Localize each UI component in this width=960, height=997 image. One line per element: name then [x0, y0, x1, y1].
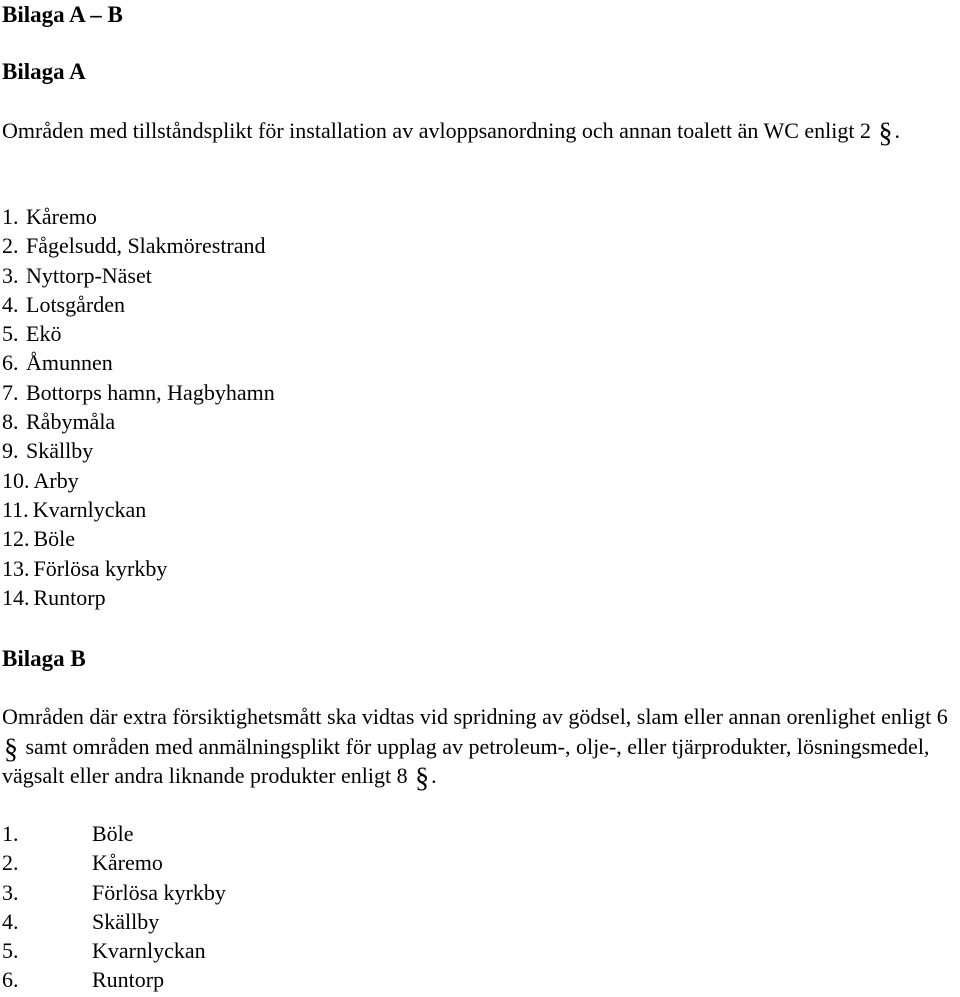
list-item	[2, 290, 275, 319]
item-number: 14.	[2, 584, 30, 610]
list-item	[2, 495, 275, 524]
item-number: 12.	[2, 526, 30, 552]
item-name: Bottorps hamn, Hagbyhamn	[26, 379, 275, 405]
list-item	[2, 319, 275, 348]
bilaga-a-intro-text: Områden med tillståndsplikt för installation av avloppsanordning och annan toalett än WC enligt 2	[2, 118, 872, 143]
list-item	[2, 202, 275, 231]
list-item	[2, 436, 275, 465]
item-name: Lotsgården	[26, 291, 125, 317]
item-name: Förlösa kyrkby	[92, 879, 226, 905]
item-name: Nyttorp-Näset	[26, 262, 152, 288]
bilaga-a-intro-end: .	[894, 118, 901, 143]
item-number: 5.	[2, 321, 19, 347]
item-name: Åmunnen	[26, 350, 113, 376]
item-number: 6.	[2, 350, 19, 376]
bilaga-a-intro	[2, 116, 958, 149]
item-name: Runtorp	[33, 584, 106, 610]
list-item	[2, 524, 275, 553]
item-number: 5.	[2, 938, 19, 964]
item-name: Skällby	[26, 438, 94, 464]
item-name: Kvarnlyckan	[92, 938, 206, 964]
list-item	[2, 965, 226, 994]
list-item	[2, 819, 226, 848]
bilaga-a-list	[2, 202, 275, 612]
item-number: 7.	[2, 379, 19, 405]
document-title: Bilaga A – B	[2, 2, 123, 27]
bilaga-a-heading: Bilaga A	[2, 59, 86, 84]
item-number: 2.	[2, 233, 19, 259]
item-number: 4.	[2, 908, 19, 934]
bilaga-b-intro	[2, 702, 958, 794]
item-number: 10.	[2, 467, 30, 493]
list-item	[2, 466, 275, 495]
item-number: 1.	[2, 821, 19, 846]
list-item	[2, 907, 226, 936]
list-item	[2, 936, 226, 965]
item-name: Fågelsudd, Slakmörestrand	[26, 233, 266, 259]
bilaga-b-heading: Bilaga B	[2, 646, 86, 671]
list-item	[2, 231, 275, 260]
section-sign: §	[4, 733, 18, 765]
list-item	[2, 348, 275, 377]
list-item	[2, 583, 275, 612]
section-sign: §	[415, 763, 430, 794]
item-name: Runtorp	[92, 967, 165, 993]
item-number: 8.	[2, 409, 19, 435]
item-name: Kåremo	[26, 204, 97, 229]
bilaga-b-intro-text-1: Områden där extra försiktighetsmått ska vidtas vid spridning av gödsel, slam eller annan orenlighet enligt 6	[2, 704, 948, 729]
item-number: 13.	[2, 555, 30, 581]
section-sign: §	[878, 118, 893, 149]
item-number: 11.	[2, 496, 29, 522]
item-number: 4.	[2, 291, 19, 317]
bilaga-b-intro-end: .	[431, 763, 437, 788]
item-name: Böle	[33, 526, 76, 552]
item-number: 3.	[2, 262, 19, 288]
item-number: 1.	[2, 204, 19, 229]
list-item	[2, 848, 226, 877]
item-name: Kåremo	[92, 850, 163, 876]
item-number: 3.	[2, 879, 19, 905]
list-item	[2, 378, 275, 407]
item-name: Förlösa kyrkby	[33, 555, 168, 581]
item-number: 9.	[2, 438, 19, 464]
item-number: 6.	[2, 967, 19, 993]
list-item	[2, 261, 275, 290]
item-name: Skällby	[92, 908, 160, 934]
list-item	[2, 878, 226, 907]
item-number: 2.	[2, 850, 19, 876]
list-item	[2, 407, 275, 436]
item-name: Ekö	[26, 321, 62, 347]
list-item	[2, 554, 275, 583]
item-name: Arby	[33, 467, 79, 493]
bilaga-b-list	[2, 819, 226, 995]
item-name: Böle	[92, 821, 134, 846]
item-name: Kvarnlyckan	[32, 496, 147, 522]
item-name: Råbymåla	[26, 409, 116, 435]
bilaga-b-intro-text-2: samt områden med anmälningsplikt för upplag av petroleum-, olje-, eller tjärprodukter, lösningsmedel, vägsalt eller andra liknande produkter enligt 8	[2, 733, 930, 788]
